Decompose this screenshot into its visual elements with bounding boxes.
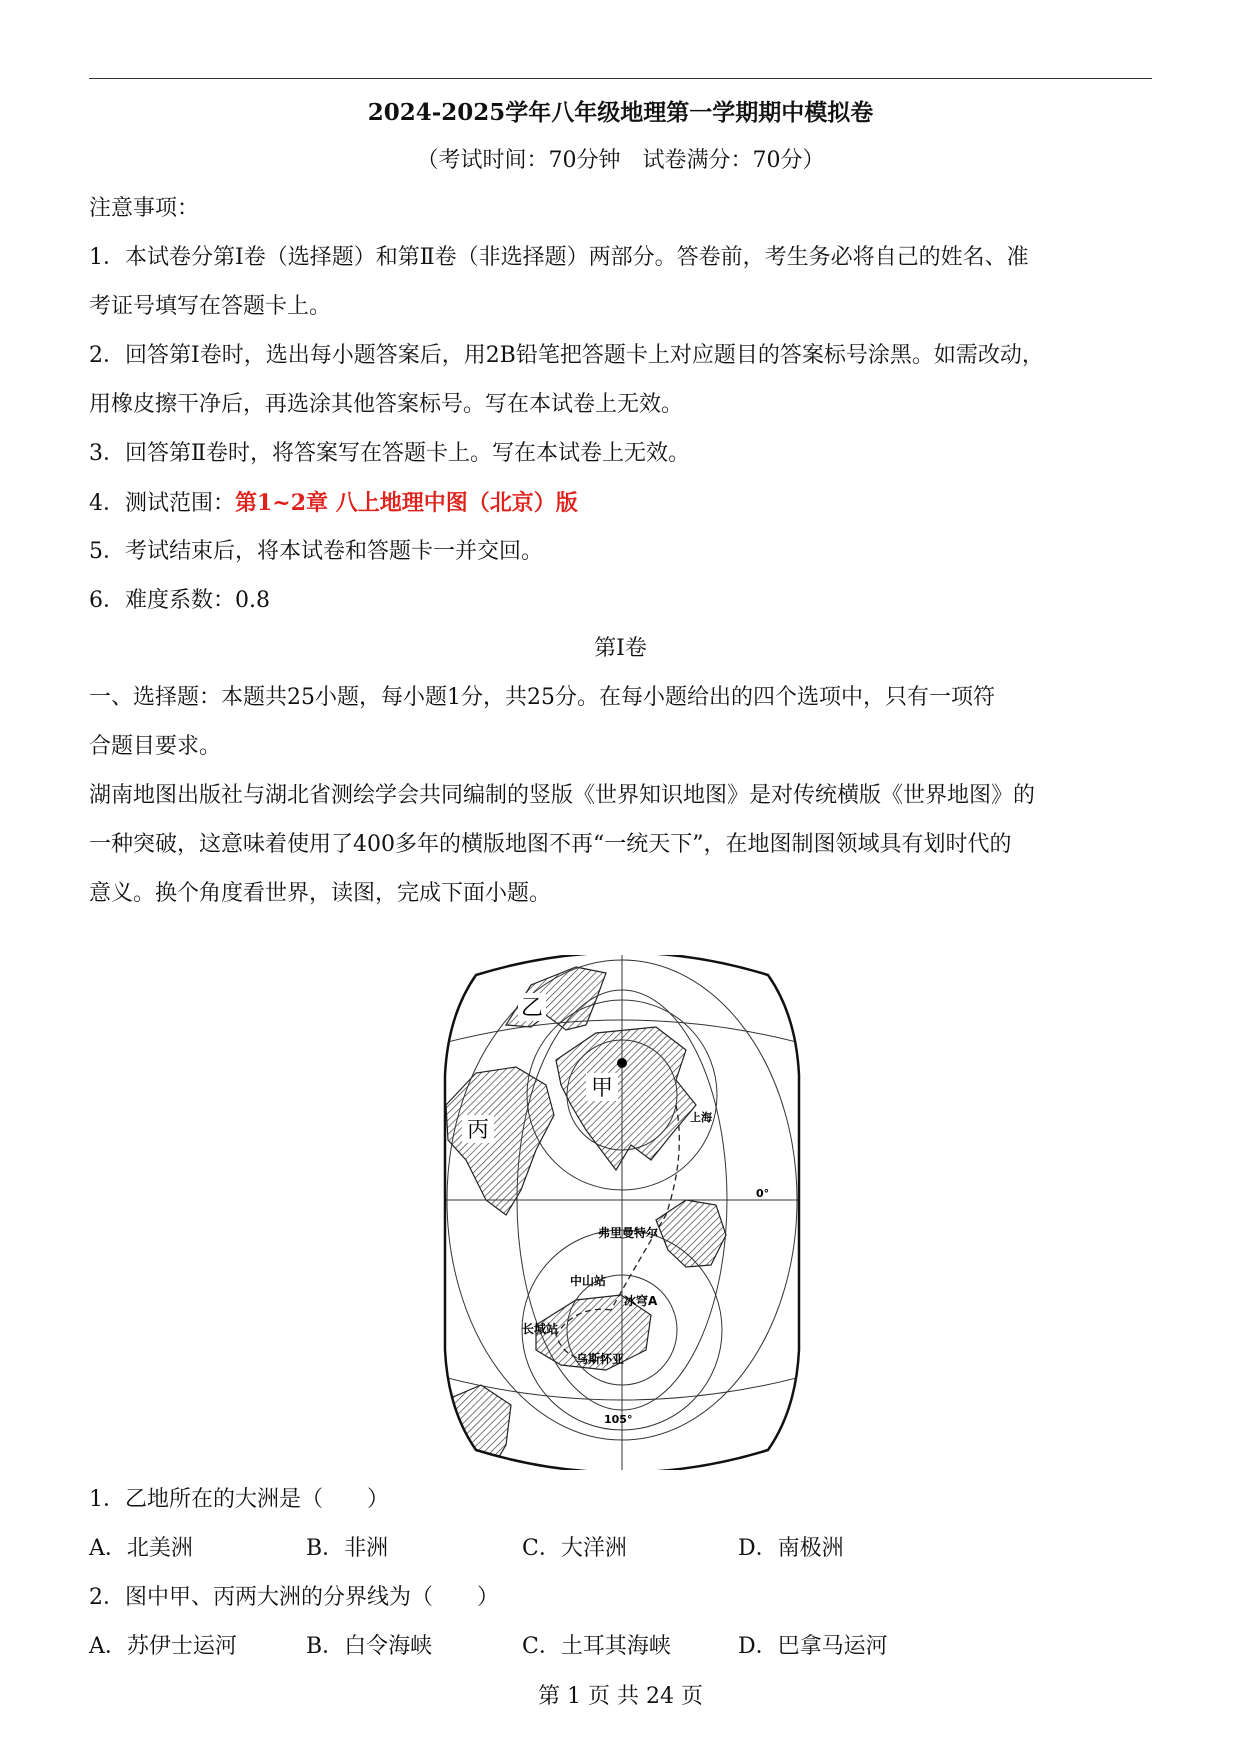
question-2-stem: 2．图中甲、丙两大洲的分界线为（ ） [89, 1585, 499, 1610]
label-dome-a: 冰穹A [624, 1294, 658, 1308]
notice-item-1-line-2: 考证号填写在答题卡上。 [89, 294, 332, 319]
notice-item-4 [89, 488, 578, 519]
section-intro-line-2: 合题目要求。 [89, 734, 222, 759]
label-lon-0: 0° [756, 1187, 770, 1200]
page-footer: 第 1 页 共 24 页 [538, 1684, 703, 1709]
question-1-option-b: B．非洲 [306, 1536, 389, 1561]
world-map-figure [436, 955, 808, 1470]
notice-item-2-line-2: 用橡皮擦干净后，再选涂其他答案标号。写在本试卷上无效。 [89, 392, 684, 417]
question-2-option-d: D．巴拿马运河 [738, 1634, 888, 1659]
passage-line-1: 湖南地图出版社与湖北省测绘学会共同编制的竖版《世界知识地图》是对传统横版《世界地图》的 [89, 783, 1036, 808]
label-lon-105: 105° [604, 1413, 633, 1426]
question-2-option-b: B．白令海峡 [306, 1634, 433, 1659]
label-ushuaia: 乌斯怀亚 [576, 1352, 625, 1366]
label-fremantle: 弗里曼特尔 [598, 1226, 659, 1240]
passage-line-3: 意义。换个角度看世界，读图，完成下面小题。 [89, 881, 552, 906]
label-jia: 甲 [590, 1076, 614, 1101]
test-scope-label: 4．测试范围： [89, 491, 235, 516]
exam-subtitle: （考试时间：70分钟 试卷满分：70分） [416, 148, 825, 173]
section-title: 第Ⅰ卷 [594, 636, 647, 661]
notice-item-1-line-1: 1．本试卷分第Ⅰ卷（选择题）和第Ⅱ卷（非选择题）两部分。答卷前，考生务必将自己的姓名、准 [89, 245, 1029, 270]
notice-heading: 注意事项： [89, 196, 200, 221]
header-rule [89, 78, 1152, 79]
label-bing: 丙 [466, 1118, 490, 1143]
notice-item-2-line-1: 2．回答第Ⅰ卷时，选出每小题答案后，用2B铅笔把答题卡上对应题目的答案标号涂黑。如需改动， [89, 343, 1044, 368]
question-2-option-a: A．苏伊士运河 [89, 1634, 237, 1659]
notice-item-3: 3．回答第Ⅱ卷时，将答案写在答题卡上。写在本试卷上无效。 [89, 441, 690, 466]
label-zhongshan: 中山站 [570, 1274, 607, 1288]
exam-title: 2024-2025学年八年级地理第一学期期中模拟卷 [367, 99, 874, 126]
label-shanghai: 上海 [690, 1111, 712, 1124]
passage-line-2: 一种突破，这意味着使用了400多年的横版地图不再“一统天下”，在地图制图领域具有划时代的 [89, 832, 1012, 857]
map-graticule [436, 955, 808, 1470]
test-scope-value: 第1~2章 八上地理中图（北京）版 [235, 490, 578, 516]
label-changcheng: 长城站 [522, 1322, 559, 1336]
label-yi: 乙 [520, 996, 544, 1021]
section-intro-line-1: 一、选择题：本题共25小题，每小题1分，共25分。在每小题给出的四个选项中，只有一项符 [89, 685, 995, 710]
notice-item-5: 5．考试结束后，将本试卷和答题卡一并交回。 [89, 539, 543, 564]
question-1-option-c: C．大洋洲 [522, 1536, 627, 1561]
question-2-option-c: C．土耳其海峡 [522, 1634, 671, 1659]
question-1-option-d: D．南极洲 [738, 1536, 844, 1561]
question-1-option-a: A．北美洲 [89, 1536, 193, 1561]
notice-item-6: 6．难度系数：0.8 [89, 588, 270, 613]
question-1-stem: 1．乙地所在的大洲是（ ） [89, 1487, 389, 1512]
